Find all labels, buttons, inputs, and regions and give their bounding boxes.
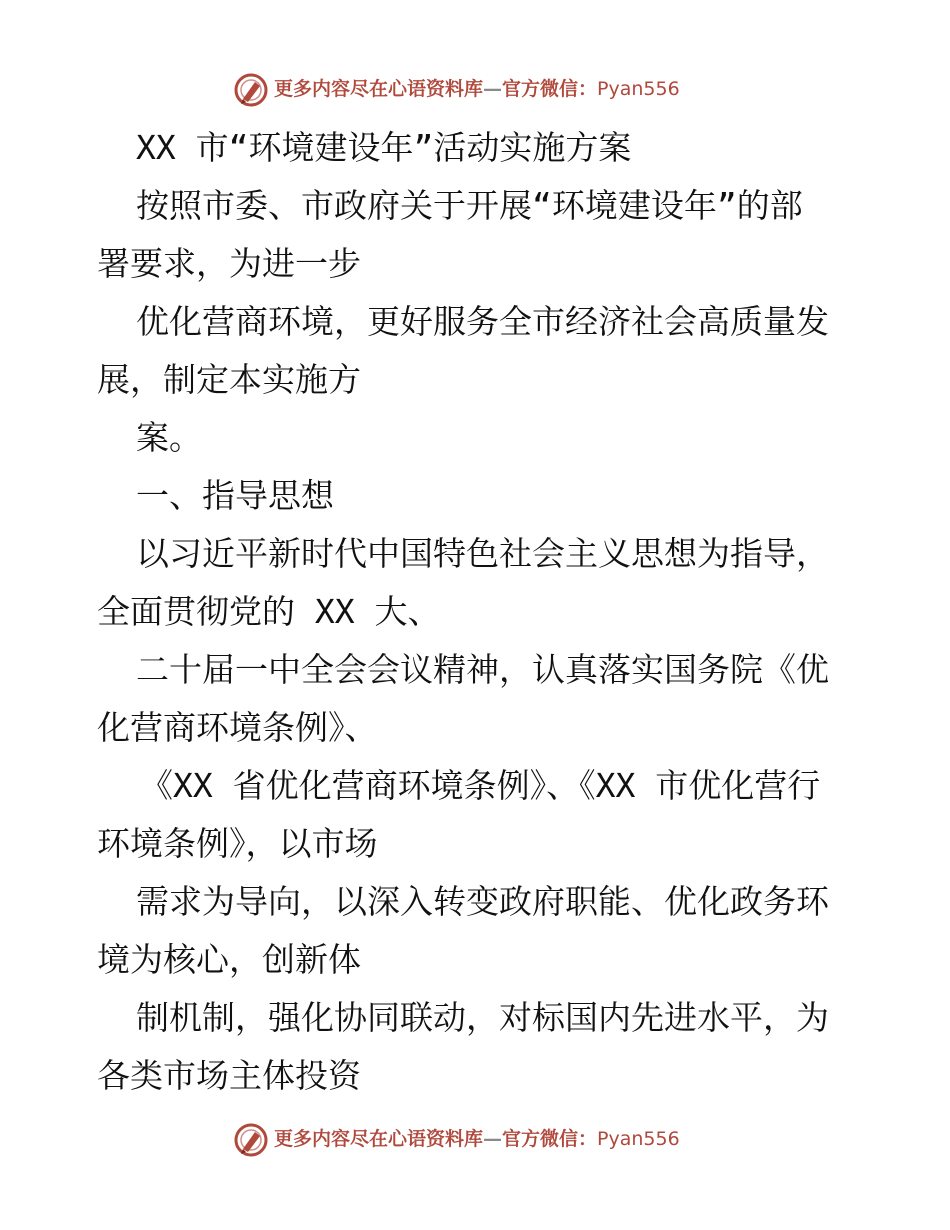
pen-logo-icon: [233, 1122, 269, 1158]
paragraph-line: 各类市场主体投资: [97, 1056, 361, 1095]
pen-logo-icon: [233, 72, 269, 108]
section-heading: 一、指导思想: [136, 476, 334, 515]
header-banner: [0, 70, 950, 110]
paragraph-line: 署要求，为进一步: [97, 244, 361, 283]
paragraph-line: 案。: [136, 418, 202, 457]
paragraph-line: 境为核心，创新体: [97, 940, 361, 979]
header-wechat-label: 官方微信：: [502, 78, 598, 100]
paragraph-line: 优化营商环境，更好服务全市经济社会高质量发: [136, 302, 829, 341]
paragraph-line: 制机制，强化协同联动，对标国内先进水平，为: [136, 998, 829, 1037]
header-banner-text: 更多内容尽在心语资料库: [274, 78, 484, 100]
paragraph-line: 全面贯彻党的 XX 大、: [97, 592, 441, 631]
header-wechat-id: Pyan556: [597, 78, 680, 100]
footer-banner-text: 更多内容尽在心语资料库: [274, 1128, 484, 1150]
paragraph-line: 展，制定本实施方: [97, 360, 361, 399]
footer-wechat-id: Pyan556: [597, 1128, 680, 1150]
footer-banner-dash: —: [483, 1128, 503, 1150]
paragraph-line: 以习近平新时代中国特色社会主义思想为指导，: [136, 534, 829, 573]
paragraph-line: 环境条例》，以市场: [97, 824, 378, 863]
paragraph-line: 《XX 省优化营商环境条例》、《XX 市优化营行: [140, 766, 821, 805]
paragraph-line: 按照市委、市政府关于开展“环境建设年”的部: [136, 186, 803, 225]
document-title: XX 市“环境建设年”活动实施方案: [136, 128, 632, 167]
header-banner-dash: —: [483, 78, 503, 100]
footer-banner: [0, 1120, 950, 1160]
paragraph-line: 化营商环境条例》、: [97, 708, 378, 747]
paragraph-line: 二十届一中全会会议精神，认真落实国务院《优: [136, 650, 829, 689]
footer-wechat-label: 官方微信：: [502, 1128, 598, 1150]
paragraph-line: 需求为导向，以深入转变政府职能、优化政务环: [136, 882, 829, 921]
